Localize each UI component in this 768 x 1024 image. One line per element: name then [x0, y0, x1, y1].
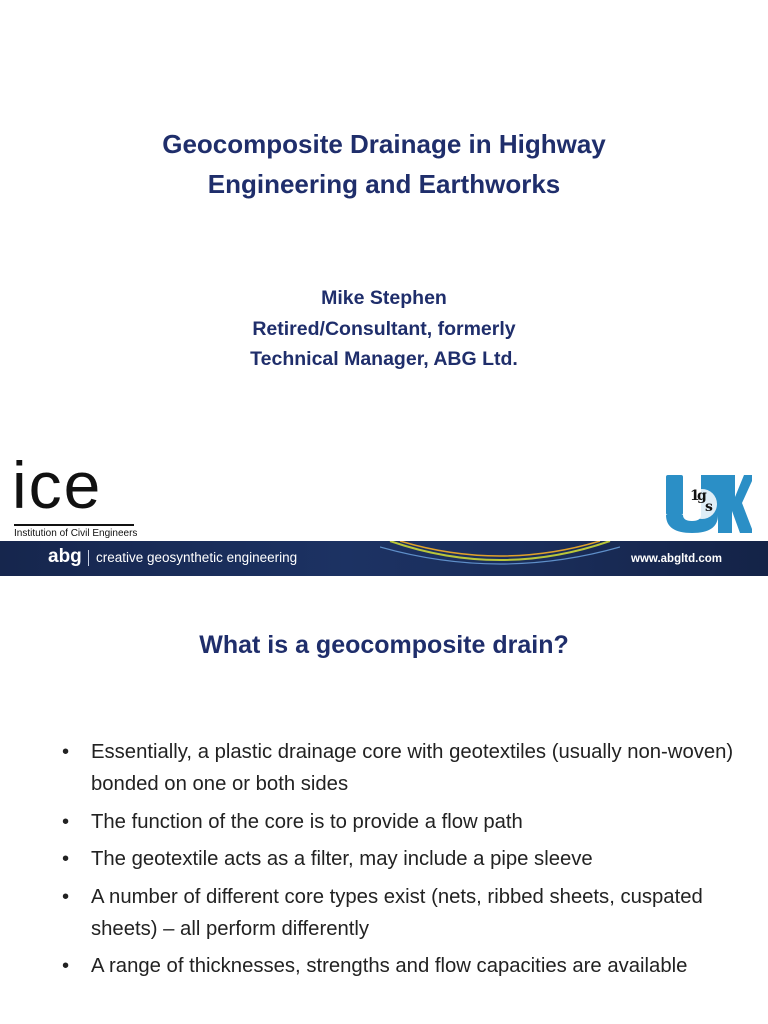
svg-text:g: g — [697, 488, 707, 504]
abg-tagline: creative geosynthetic engineering — [96, 550, 298, 565]
author-position: Technical Manager, ABG Ltd. — [250, 348, 518, 370]
svg-text:s: s — [705, 499, 713, 515]
bullet-item: • A range of thicknesses, strengths and flow capacities are available — [62, 950, 742, 982]
website-link[interactable]: www.abgltd.com — [631, 553, 722, 565]
igs-uk-logo — [666, 473, 752, 535]
abg-logo: abg — [48, 546, 82, 567]
author-role: Retired/Consultant, formerly — [252, 317, 516, 340]
ice-logo-text: ice — [12, 448, 103, 522]
bullet-list — [62, 736, 742, 988]
bullet-item: • Essentially, a plastic drainage core with geotextiles (usually non-woven) bonded on one or both sides — [62, 736, 742, 800]
ice-logo — [12, 448, 162, 542]
bullet-item: • The geotextile acts as a filter, may include a pipe sleeve — [62, 843, 742, 875]
svg-text:1: 1 — [690, 488, 700, 504]
igs-uk-logo-graphic — [666, 473, 752, 535]
abg-banner — [0, 541, 768, 576]
bullet-item: • The function of the core is to provide a flow path — [62, 806, 742, 838]
swoosh-decoration — [380, 541, 620, 576]
title-line-2: Engineering and Earthworks — [207, 169, 561, 199]
slide-title — [0, 124, 768, 204]
ice-logo-subtitle: Institution of Civil Engineers — [14, 528, 138, 539]
abg-separator — [88, 550, 89, 566]
author-block — [0, 283, 768, 375]
bullet-item: • A number of different core types exist (nets, ribbed sheets, cuspated sheets) – all perform differently — [62, 881, 742, 945]
content-slide — [0, 576, 768, 1024]
title-line-1: Geocomposite Drainage in Highway — [162, 129, 606, 159]
content-slide-title: What is a geocomposite drain? — [199, 631, 569, 659]
author-name: Mike Stephen — [321, 287, 447, 309]
ice-logo-rule — [14, 524, 134, 526]
